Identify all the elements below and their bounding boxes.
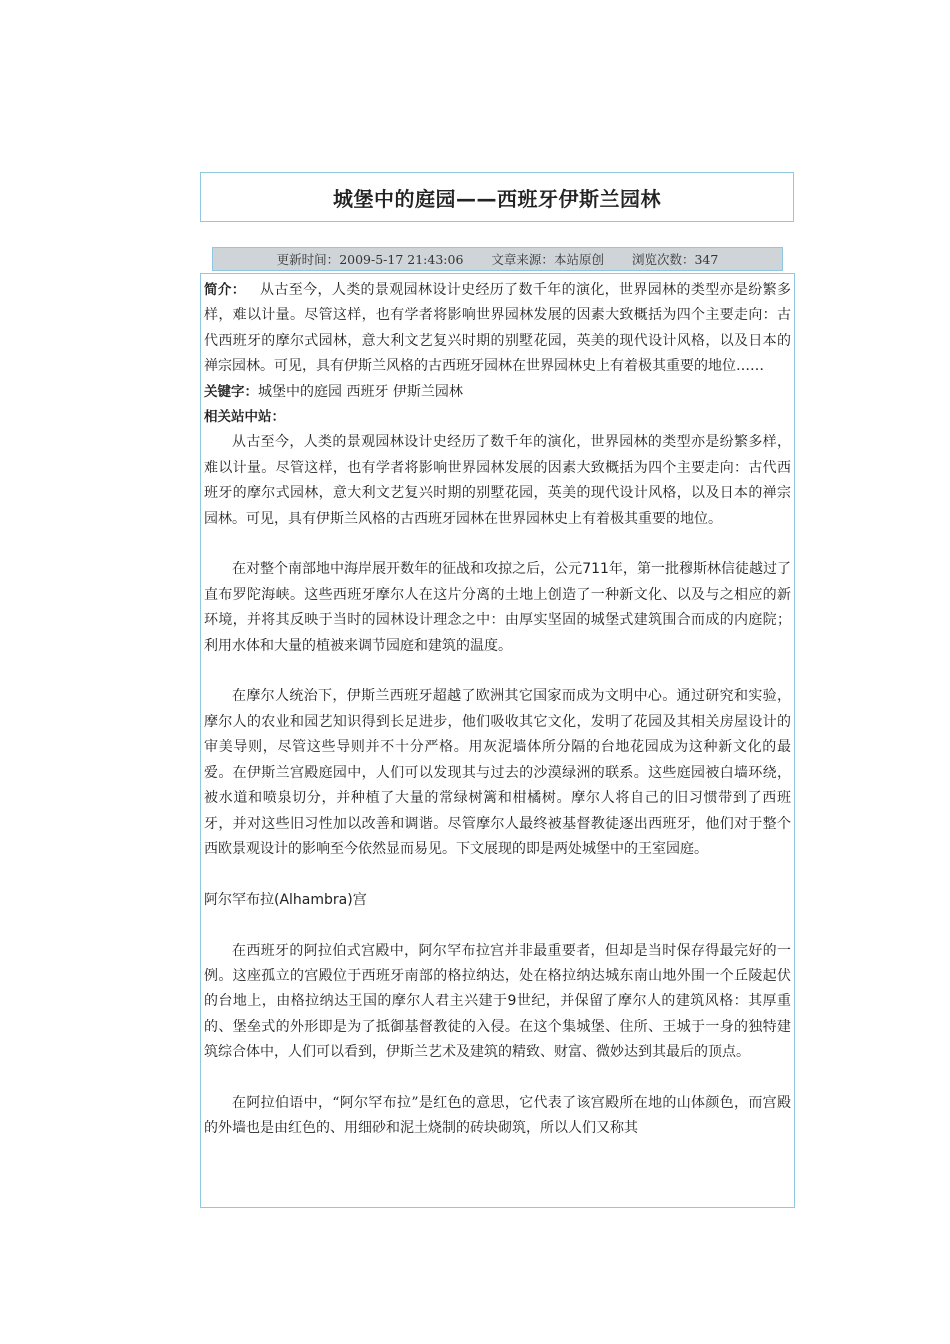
paragraph-2 [204, 557, 791, 659]
summary-text: 从古至今，人类的景观园林设计史经历了数千年的演化，世界园林的类型亦是纷繁多样，难以计量。尽管这样，也有学者将影响世界园林发展的因素大致概括为四个主要走向：古代西班牙的摩尔式园林，意大利文艺复兴时期的别墅花园，英美的现代设计风格，以及日本的禅宗园林。可见，具有伊斯兰风格的古西班牙园林在世界园林史上有着极其重要的地位…… [204, 282, 792, 375]
title-box [200, 172, 794, 222]
section-heading [204, 888, 791, 913]
summary-label: 简介： [204, 282, 246, 298]
source-label: 文章来源： [491, 252, 554, 267]
keywords-text: 城堡中的庭园 西班牙 伊斯兰园林 [258, 383, 463, 400]
paragraph-5: 在阿拉伯语中，“阿尔罕布拉”是红色的意思，它代表了该宫殿所在地的山体颜色，而宫殿 的外墙也是由红色的、用细砂和泥土烧制的砖块砌筑，所以人们又称其 [204, 1094, 791, 1137]
paragraph-2-text-a: 在对整个南部地中海岸展开数年的征战和攻掠之后，公元 [232, 561, 583, 578]
paragraph-4-text-b: 世纪，并保留了摩尔人的建筑风格：其厚重的、堡垒式的外形即是为了抵御基督教徒的入侵。在这个集城堡、住所、王城于一身的独特建筑综合体中，人们可以看到，伊斯兰艺术及建筑的精致、财富、微妙达到其最后的顶点。 [204, 993, 792, 1061]
meta-bar [212, 247, 783, 271]
heading-latin: (Alhambra) [274, 891, 353, 908]
keywords-label: 关键字： [204, 383, 258, 400]
views-label: 浏览次数： [631, 252, 695, 267]
related-label: 相关站中站： [204, 409, 285, 426]
related-sites [204, 405, 791, 430]
keywords [204, 380, 791, 405]
article-content [200, 273, 795, 1208]
source-value: 本站原创 [553, 252, 604, 267]
heading-text-b: 宫 [352, 891, 367, 908]
paragraph-3: 在摩尔人统治下，伊斯兰西班牙超越了欧洲其它国家而成为文明中心。通过研究和实验，摩尔人的农业和园艺知识得到长足进步，他们吸收其它文化，发明了花园及其相关房屋设计的审美导则，尽管这些导则并不十分严格。用灰泥墙体所分隔的台地花园成为这种新文化的最爱。在伊斯兰宫殿庭园中，人们可以发现其与过去的沙漠绿洲的联系。这些庭园被白墙环绕，被水道和喷泉切分，并种植了大量的常绿树篱和柑橘树。摩尔人将自己的旧习惯带到了西班牙，并对这些旧习性加以改善和调谐。尽管摩尔人最终被基督教徒逐出西班牙，他们对于整个西欧景观设计的影响至今依然显而易见。下文展现的即是两处城堡中的王室园庭。 [204, 688, 791, 857]
paragraph-4-text-a: 在西班牙的阿拉伯式宫殿中，阿尔罕布拉宫并非最重要者，但却是当时保存得最完好的一例。这座孤立的宫殿位于西班牙南部的格拉纳达，处在格拉纳达城东南山地外围一个丘陵起伏的台地上，由格拉纳达王国的摩尔人君主兴建于 [204, 942, 791, 1010]
paragraph-1: 从古至今，人类的景观园林设计史经历了数千年的演化，世界园林的类型亦是纷繁多样，难以计量。尽管这样，也有学者将影响世界园林发展的因素大致概括为四个主要走向：古代西班牙的摩尔式园林，意大利文艺复兴时期的别墅花园，英美的现代设计风格，以及日本的禅宗园林。可见，具有伊斯兰风格的古西班牙园林在世界园林史上有着极其重要的地位。 [204, 434, 791, 527]
paragraph-2-text-b: 年，第一批穆斯林信徒越过了直布罗陀海峡。这些西班牙摩尔人在这片分离的土地上创造了一种新文化、以及与之相应的新环境，并将其反映于当时的园林设计理念之中：由厚实坚固的城堡式建筑围合而成的内庭院；利用水体和大量的植被来调节园庭和建筑的温度。 [204, 561, 792, 654]
paragraph-4 [204, 939, 791, 1066]
summary [204, 278, 791, 380]
updated-value: 2009-5-17 21:43:06 [339, 251, 464, 267]
views-value: 347 [694, 251, 719, 267]
paragraph-4-number: 9 [507, 993, 517, 1010]
heading-text-a: 阿尔罕布拉 [204, 891, 274, 908]
paragraph-2-year: 711 [582, 561, 609, 578]
page-title: 城堡中的庭园——西班牙伊斯兰园林 [333, 186, 661, 211]
updated-label: 更新时间： [276, 252, 340, 267]
